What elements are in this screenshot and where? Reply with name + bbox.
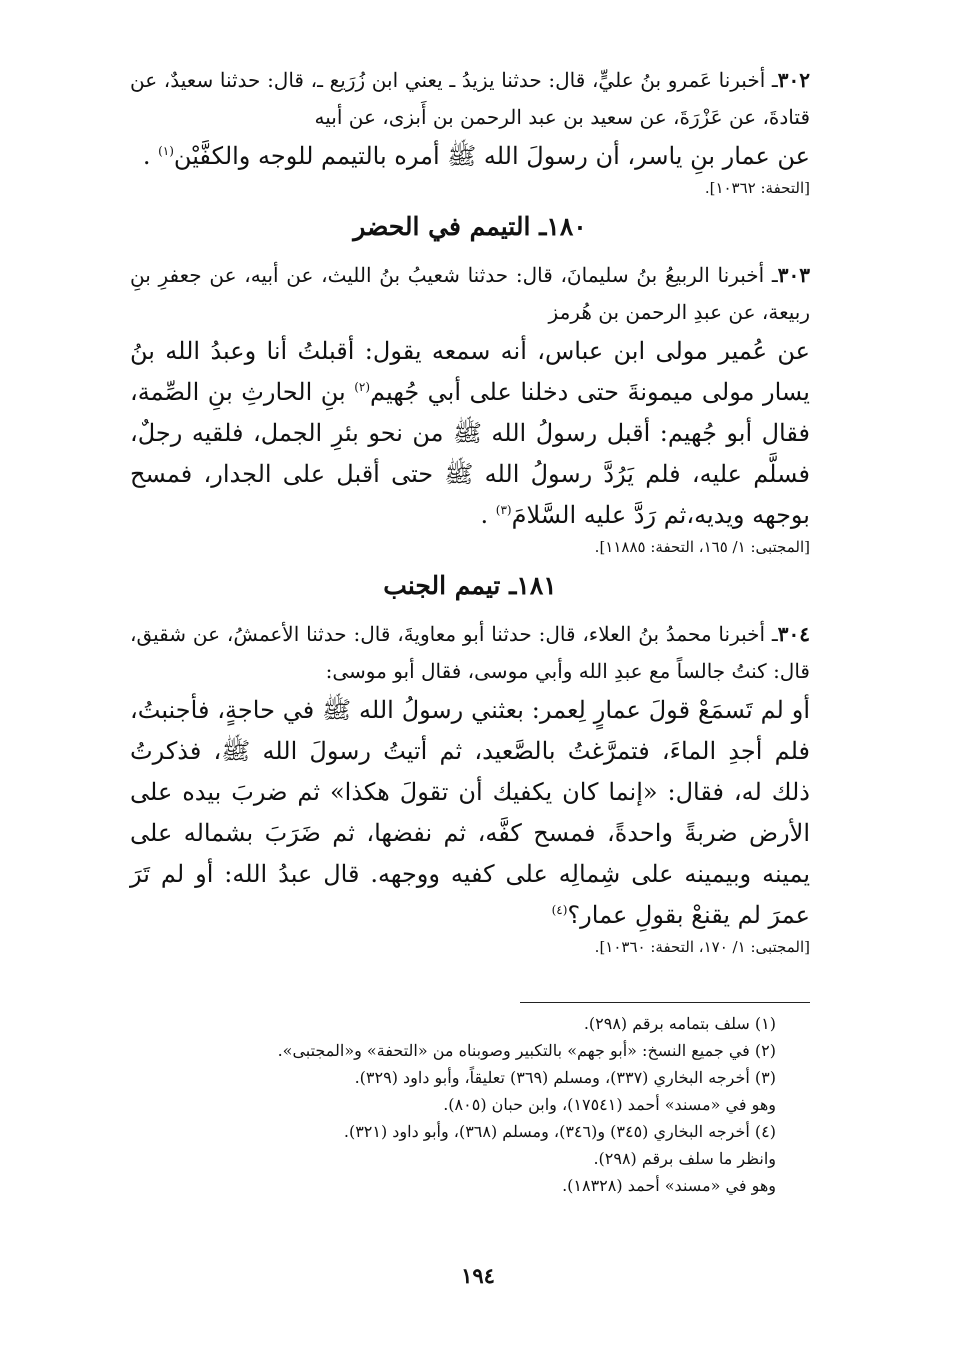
footnote-line: (٤) أخرجه البخاري (٣٤٥) و(٣٤٦)، ومسلم (٣٦٨)، وأبو داود (٣٢١). — [343, 1122, 776, 1141]
hadith-matn: عن عُمير مولى ابن عباس، أنه سمعه يقول: أقبلتُ أنا وعبدُ الله بنُ يسار مولى ميمونةَ حتى دخلنا على أبي جُهيم$^{(٢)}$ بنِ الحارثِ بنِ الصِّمة، فقال أبو جُهيم: أقبل رسولُ الله ﷺ من نحو بئرِ الجمل، فلقيه رجلٌ، فسلَّم عليه، فلم يَرُدَّ رسولُ الله ﷺ حتى أقبل على الجدار، فمسح بوجهه ويديه،ثم رَدَّ عليه السَّلامَ$^{(٣)}$ . — [130, 337, 810, 529]
hadith-number: ٣٠٢ — [777, 68, 810, 92]
footnote-divider — [520, 1002, 810, 1003]
hadith-reference: [المجتبى: ١/ ١٧٠، التحفة: ١٠٣٦٠]. — [594, 938, 810, 956]
page-number: ١٩٤ — [461, 1263, 495, 1288]
footnote-line: وانظر ما سلف برقم (٢٩٨). — [593, 1149, 776, 1168]
hadith-number: ٣٠٣ — [777, 263, 810, 287]
hadith-number: ٣٠٤ — [777, 622, 810, 646]
chapter-heading: ١٨١ـ تيمم الجنب — [383, 571, 557, 600]
footnote-marker: (٤) — [551, 903, 568, 917]
hadith-matn: عن عمار بنِ ياسر، أن رسولَ الله ﷺ أمره بالتيمم للوجه والكفَّيْن$^{(١)}$ . — [142, 142, 810, 170]
footnote-line: (٣) أخرجه البخاري (٣٣٧)، ومسلم (٣٦٩) تعليقاً، وأبو داود (٣٢٩). — [354, 1068, 776, 1087]
page-body — [130, 62, 810, 964]
hadith-reference: [التحفة: ١٠٣٦٢]. — [704, 179, 810, 197]
footnote-marker: (١) — [158, 144, 174, 158]
footnote-line: (١) سلف بتمامه برقم (٢٩٨). — [583, 1014, 776, 1033]
footnote-line: وهو في «مسند» أحمد (١٨٣٢٨). — [562, 1176, 776, 1195]
footnote-line: (٢) في جميع النسخ: «أبو جهم» بالتكبير وصوبناه من «التحفة» و«المجتبى». — [277, 1041, 776, 1060]
chapter-heading: ١٨٠ـ التيمم في الحضر — [353, 212, 587, 241]
hadith-matn: أو لم تَسمَعْ قولَ عمارٍ لِعمر: بعثني رسولُ الله ﷺ في حاجةٍ، فأجنبتُ، فلم أجدِ الماءَ، فتمرَّغتُ بالصَّعيد، ثم أتيتُ رسولَ الله ﷺ، فذكرتُ ذلك له، فقال: «إنما كان يكفيك أن تقولَ هكذا» ثم ضربَ بيده على الأرض ضربةً واحدةً، فمسح كفَّه، ثم نفضها، ثم ضَرَبَ بشماله على يمينه وبيمينه على شِمالِه على كفيه ووجهه. قال عبدُ الله: أو لم تَرَ عمرَ لم يقنعْ بقولِ عمار؟$^{(٤)}$ — [130, 696, 810, 929]
footnote-marker: (٣) — [495, 503, 512, 517]
footnote-marker: (٢) — [354, 380, 371, 394]
hadith-isnad: ٣٠٤ـ أخبرنا محمدُ بنُ العلاء، قال: حدثنا أبو معاويةَ، قال: حدثنا الأعمشُ، عن شقيق، قال: كنتُ جالساً مع عبدِ الله وأبي موسى، فقال أبو موسى: — [130, 622, 810, 683]
hadith-isnad: ٣٠٢ـ أخبرنا عَمرو بنُ عليٍّ، قال: حدثنا يزيدُ ـ يعني ابن زُرَيع ـ، قال: حدثنا سعيدٌ، عن قتادةَ، عن عَزْرَةَ، عن سعيد بن عبد الرحمن بن أَبزى، عن أبيه — [130, 68, 810, 129]
hadith-303 — [130, 257, 810, 558]
hadith-302 — [130, 62, 810, 199]
footnotes — [216, 1010, 776, 1199]
footnote-line: وهو في «مسند» أحمد (١٧٥٤١)، وابن حبان (٨٠٥). — [443, 1095, 776, 1114]
hadith-reference: [المجتبى: ١/ ١٦٥، التحفة: ١١٨٨٥]. — [594, 538, 810, 556]
hadith-isnad: ٣٠٣ـ أخبرنا الربيعُ بنُ سليمانَ، قال: حدثنا شعيبُ بنُ الليث، عن أبيه، عن جعفرِ بنِ ربيعة، عن عبدِ الرحمن بن هُرمز — [130, 263, 810, 324]
hadith-304 — [130, 616, 810, 958]
